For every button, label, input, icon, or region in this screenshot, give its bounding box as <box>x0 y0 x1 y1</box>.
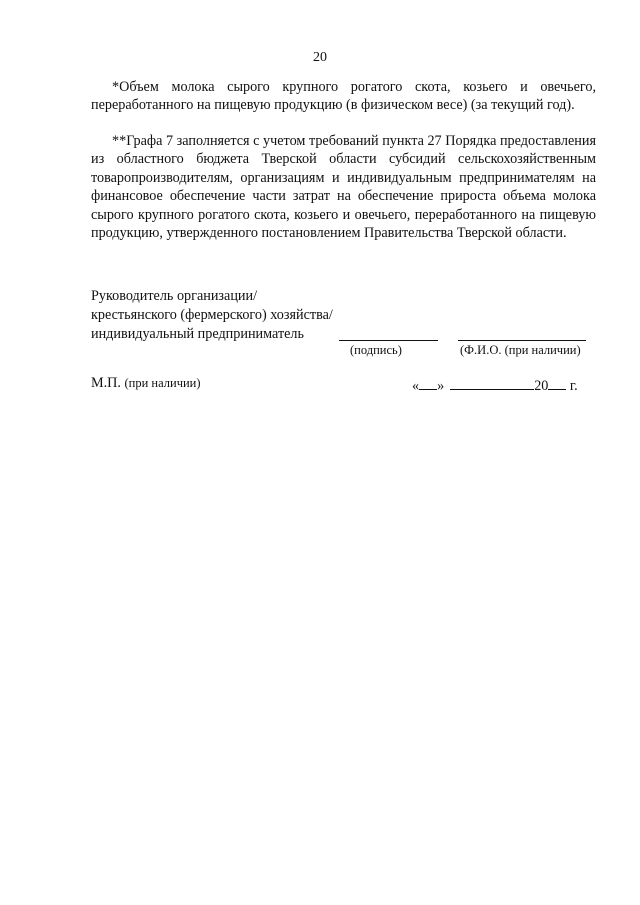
date-field <box>412 375 578 395</box>
date-close-quote: » <box>437 378 445 394</box>
year-suffix: г. <box>569 378 578 394</box>
signature-hint: (подпись) <box>350 343 402 357</box>
date-open-quote: « <box>412 378 420 394</box>
year-prefix: 20 <box>534 378 549 394</box>
signatory-label-line-1: Руководитель организации/ <box>91 288 258 304</box>
signature-line[interactable] <box>339 340 438 341</box>
signatory-label-line-2: крестьянского (фермерского) хозяйства/ <box>91 307 333 323</box>
stamp-hint: (при наличии) <box>124 376 201 390</box>
month-blank[interactable] <box>450 375 534 390</box>
footnote-column-7: **Графа 7 заполняется с учетом требований пункта 27 Порядка предоставления из областного бюджета Тверской области субсидий сельскохозяйственным товаропроизводителям, организациям и индивидуальным предпринимателям на финансовое обеспечение части затрат на обеспечение прироста объема молока сырого крупного рогатого скота, козьего и овечьего, переработанного на пищевую продукцию, утвержденного постановлением Правительства Тверской области. <box>91 133 596 242</box>
year-blank[interactable] <box>548 375 566 390</box>
page-number: 20 <box>313 50 327 65</box>
footnote-milk-volume: *Объем молока сырого крупного рогатого скота, козьего и овечьего, переработанного на пищевую продукцию (в физическом весе) (за текущий год). <box>91 79 596 114</box>
stamp-placeholder <box>91 375 201 392</box>
day-blank[interactable] <box>419 375 437 390</box>
signatory-label-line-3: индивидуальный предприниматель <box>91 326 304 342</box>
full-name-hint: (Ф.И.О. (при наличии) <box>460 343 581 357</box>
signatory-label <box>91 287 333 344</box>
full-name-line[interactable] <box>458 340 586 341</box>
stamp-label: М.П. <box>91 375 121 391</box>
